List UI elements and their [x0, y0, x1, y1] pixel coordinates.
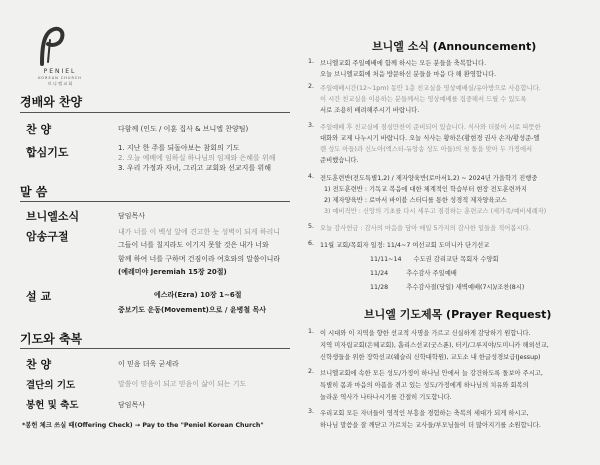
schedule-line-1: 11월 교회/목회자 일정: 11/4~7 여선교회 도미니카 단기선교 [320, 242, 490, 249]
announce-num-1: 1. [308, 58, 315, 65]
news-text: 담임목사 [118, 212, 146, 220]
worship-title: 경배와 찬양 [20, 95, 83, 109]
sermon-passage: 에스라(Ezra) 10장 1~6절 [154, 291, 242, 299]
prayer-line-3: 3. 우리 가정과 자녀, 그리고 교회와 선교지를 위해 [118, 164, 271, 172]
announce-4-line-3: 2) 제자양육반 : 로마서 바이블 스터디를 통한 성경적 제자양육코스 [324, 197, 507, 204]
schedule-line-3: 11/24 추수감사 주일예배 [320, 270, 457, 277]
prayer-section-title: 기도와 축복 [20, 332, 83, 346]
logo-name: PENIEL [43, 68, 77, 75]
announce-3-line-4: 준비했습니다. [320, 157, 359, 164]
announce-3-line-3: 렌 성도 아들)과 신노아(엑스터-듀앙송 성도 아들)의 첫 돌을 맞아 두 가정에서 [320, 146, 533, 153]
worship-praise-label: 찬 양 [26, 123, 52, 136]
prayer-1-line-2: 지역 미자립교회(은혜교회), 흡리스선교(굿스푼), 터키/그루지야/도미니카 해외선교, [320, 342, 549, 349]
verse-reference: (예레미야 Jeremiah 15장 20절) [118, 268, 227, 276]
prayer-3-line-1: 우리교회 모든 자녀들이 영적인 부흥을 경험하는 축복의 세대가 되게 하시고, [320, 410, 529, 417]
prayer-line-2: 2. 오늘 예배에 임하실 하나님의 임재와 은혜를 위해 [118, 154, 276, 162]
prayer-2-line-2: 특별히 몸과 마음의 아픔을 겪고 있는 성도/가정에게 하나님의 치유와 회복의 [320, 382, 529, 389]
prayer-together-label: 합심기도 [26, 146, 69, 159]
right-column [300, 0, 600, 465]
worship-praise-text: 다함께 (인도 / 이훈 집사 & 브니엘 찬양팀) [118, 125, 249, 133]
offering-check-note: *봉헌 체크 쓰실 때(Offering Check) → Pay to the "Peniel Korean Church" [22, 422, 264, 429]
decision-prayer-label: 결단의 기도 [26, 380, 76, 391]
announce-num-5: 5. [308, 223, 315, 230]
sermon-title: 중보기도 운동(Movement)으로 / 윤병철 목사 [118, 306, 267, 314]
announce-num-3: 3. [308, 122, 315, 129]
announce-1-line-2: 오늘 브니엘교회에 처음 방문하신 분들을 마음 다 해 환영합니다. [320, 71, 497, 78]
announce-5-line-1: 오늘 감사헌금 : 감사의 마음을 담아 매일 5가지의 감사한 일들을 적어봅시다. [320, 225, 531, 232]
announce-num-6: 6. [308, 240, 315, 247]
divider [20, 112, 290, 113]
peniel-logo-icon [38, 26, 66, 66]
announce-2-line-3: 서로 조용히 배려해주시기 바랍니다. [320, 107, 420, 114]
prayer-num-3: 3. [308, 408, 315, 415]
verse-line-3: 함께 하여 너를 구하며 건짐이라 여호와의 말씀이니라 [118, 255, 281, 263]
announcement-title: 브니엘 소식 (Announcement) [372, 40, 537, 53]
prayer-2-line-3: 놀라운 역사가 나타나시기를 간절히 기도합니다. [320, 394, 452, 401]
verse-line-2: 그들이 너를 칠지라도 이기지 못할 것은 내가 너와 [118, 241, 269, 249]
announce-3-line-2: 대화와 교제 나누시기 바랍니다. 오늘 식사는 황하은(황현경 권사 손자/황성준-엘 [320, 135, 540, 142]
prayer-request-title: 브니엘 기도제목 (Prayer Request) [364, 308, 552, 321]
prayer-3-line-2: 하나님 말씀을 잘 깨닫고 가르치는 교사들/부모님들이 더 많아지기를 소원합니다. [320, 422, 541, 429]
announce-4-line-4: 3) 예비직반 : 신앙의 기초를 다시 세우고 점검하는 훈련코스 (세가족/예비세례자) [324, 208, 547, 215]
schedule-line-4: 11/28 추수감사절(당일) 새벽예배(7시)/조찬(8시) [320, 284, 525, 291]
memory-verse-label: 암송구절 [26, 230, 69, 243]
sermon-label: 설 교 [26, 290, 52, 303]
news-label: 브니엘소식 [26, 210, 80, 223]
announce-4-line-1: 전도훈련반(전도특별1,2) / 제자양육반(로마서1,2) ~ 2024년 가을학기 진행중 [320, 175, 538, 182]
schedule-line-2: 11/11~14 수도권 감리교단 목회자 수양회 [320, 256, 499, 263]
announce-1-line-1: 브니엘교회 주일예배에 함께 하시는 모든 분들을 축복합니다. [320, 60, 487, 67]
announce-3-line-1: 주일예배 후 친교실에 점심만찬이 준비되어 있습니다. 식사와 더불어 서로 따뜻한 [320, 124, 541, 131]
announce-2-line-2: 이 시간 친교실을 이용하는 분들께서는 영상예배를 집중해서 드릴 수 있도록 [320, 96, 527, 103]
prayer-1-line-1: 이 시대와 이 지역을 향한 선교적 사명을 가르고 신실하게 감당하기 원합니다. [320, 330, 531, 337]
logo-korean: 브 니 엘 교 회 [47, 81, 73, 86]
announce-4-line-2: 1) 전도훈련반 : 기독교 복음에 대한 체계적인 학습부터 현장 전도훈련까지 [324, 186, 527, 193]
prayer-1-line-3: 신학생들을 위한 장학선교(웨슬리 신학대학원), 교도소 내 한글성경보급(Jessup) [320, 354, 541, 361]
closing-praise-label: 찬 양 [26, 358, 52, 371]
prayer-line-1: 1. 지난 한 주를 되돌아보는 참회의 기도 [118, 144, 240, 152]
word-title: 말 씀 [20, 185, 48, 199]
logo-sub: KOREAN CHURCH [38, 76, 82, 80]
decision-prayer-text: 말씀이 믿음이 되고 믿음이 삶이 되는 기도 [118, 380, 247, 388]
announce-num-2: 2. [308, 83, 315, 90]
offering-label: 봉헌 및 축도 [26, 400, 79, 411]
divider [20, 201, 290, 202]
announce-2-line-1: 주일예배시간(12~1pm) 동안 1층 친교실을 영상예배실/유아방으로 사용합니다. [320, 85, 541, 92]
closing-praise-text: 이 믿음 더욱 굳세라 [118, 360, 179, 368]
offering-text: 담임목사 [118, 401, 146, 409]
divider [20, 348, 290, 349]
announce-num-4: 4. [308, 173, 315, 180]
prayer-num-1: 1. [308, 328, 315, 335]
prayer-num-2: 2. [308, 368, 315, 375]
verse-line-1: 내가 너를 이 백성 앞에 견고한 놋 성벽이 되게 하리니 [118, 228, 281, 236]
prayer-2-line-1: 브니엘교회에 속한 모든 성도/가정이 하나님 안에서 늘 강건하도록 돌보아 주시고, [320, 370, 543, 377]
left-column [0, 0, 298, 465]
